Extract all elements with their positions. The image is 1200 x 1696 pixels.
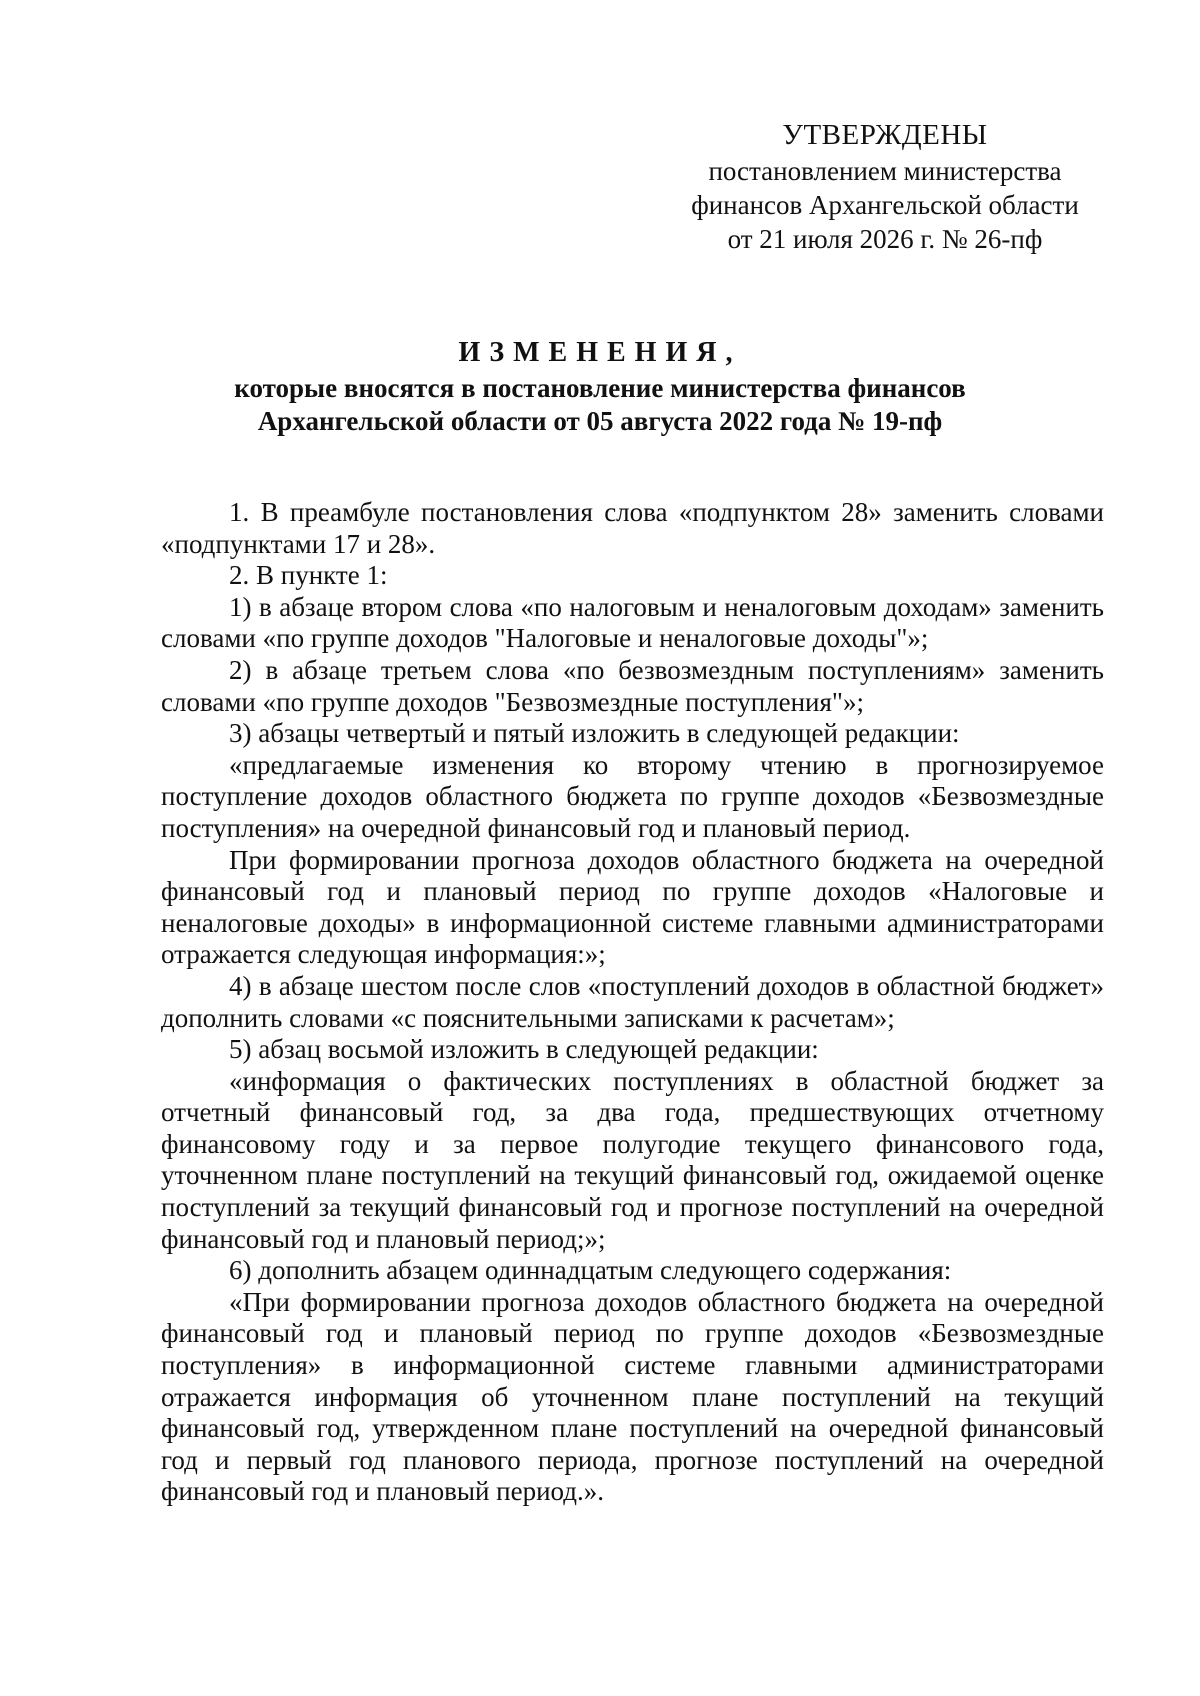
paragraph-12: «При формировании прогноза доходов областного бюджета на очередной финансовый год и плановый период по группе доходов «Безвозмездные поступления» в информационной системе главными администраторами отражается информация об уточненном плане поступлений на текущий финансовый год, утвержденном плане поступлений на очередной финансовый год и первый год планового периода, прогнозе поступлений на очередной финансовый год и плановый период.». (161, 1286, 1104, 1507)
paragraph-8: 4) в абзаце шестом после слов «поступлений доходов в областной бюджет» дополнить словами «с пояснительными записками к расчетам»; (161, 970, 1104, 1033)
paragraph-3: 1) в абзаце втором слова «по налоговым и неналоговым доходам» заменить словами «по группе доходов "Налоговые и неналоговые доходы"»; (161, 591, 1104, 654)
paragraph-5: 3) абзацы четвертый и пятый изложить в следующей редакции: (229, 718, 960, 749)
paragraph-10: «информация о фактических поступлениях в областной бюджет за отчетный финансовый год, за два года, предшествующих отчетному финансовому году и за первое полугодие текущего финансового года, уточненном плане поступлений на текущий финансовый год, ожидаемой оценке поступлений за текущий финансовый год и прогнозе поступлений на очередной финансовый год и плановый период;»; (161, 1065, 1104, 1254)
approval-line-3: от 21 июля 2026 г. № 26-пф (727, 224, 1043, 254)
paragraph-11: 6) дополнить абзацем одиннадцатым следующего содержания: (229, 1255, 952, 1286)
document-subtitle-line-2: Архангельской области от 05 августа 2022 года № 19-пф (257, 406, 943, 436)
document-title: ИЗМЕНЕНИЯ, (458, 337, 742, 368)
document-heading (160, 334, 1040, 438)
approved-label: УТВЕРЖДЕНЫ (782, 119, 988, 151)
paragraph-2: 2. В пункте 1: (229, 560, 388, 591)
approval-line-1: постановлением министерства (708, 156, 1062, 186)
document-subtitle-line-1: которые вносятся в постановление министерства финансов (234, 373, 966, 403)
paragraph-7: При формировании прогноза доходов областного бюджета на очередной финансовый год и плановый период по группе доходов «Налоговые и неналоговые доходы» в информационной системе главными администраторами отражается следующая информация:»; (161, 844, 1104, 970)
paragraph-9: 5) абзац восьмой изложить в следующей редакции: (229, 1034, 819, 1065)
approval-line-2: финансов Архангельской области (691, 190, 1079, 220)
paragraph-1: 1. В преамбуле постановления слова «подпунктом 28» заменить словами «подпунктами 17 и 28». (161, 497, 1104, 559)
approval-stamp-block (680, 118, 1090, 256)
document-body (161, 497, 1104, 1508)
paragraph-6: «предлагаемые изменения ко второму чтению в прогнозируемое поступление доходов областного бюджета по группе доходов «Безвозмездные поступления» на очередной финансовый год и плановый период. (161, 749, 1104, 843)
paragraph-4: 2) в абзаце третьем слова «по безвозмездным поступлениям» заменить словами «по группе доходов "Безвозмездные поступления"»; (161, 654, 1104, 717)
